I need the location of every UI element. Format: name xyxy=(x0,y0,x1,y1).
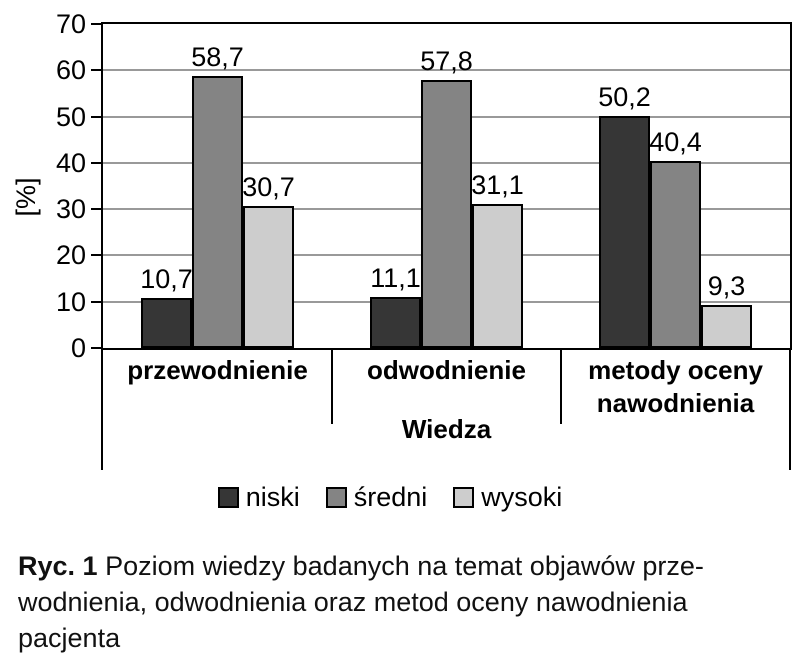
y-axis-tick xyxy=(91,23,103,25)
legend-item xyxy=(326,482,428,512)
y-axis-tick xyxy=(91,69,103,71)
bar-value-label: 30,7 xyxy=(242,171,295,202)
caption-number: Ryc. 1 xyxy=(18,551,98,581)
legend-label: wysoki xyxy=(481,482,563,512)
bar-value-label: 11,1 xyxy=(370,262,421,293)
y-axis-tick-label: 60 xyxy=(55,55,86,86)
bar-value-label: 50,2 xyxy=(598,81,651,112)
caption-line-2: wodnienia, odwodnienia oraz metod oceny nawodnienia xyxy=(18,587,688,617)
y-axis-title: [%] xyxy=(11,177,41,217)
bar xyxy=(421,80,472,348)
x-axis-category-label: przewodnienie xyxy=(127,355,308,385)
y-axis-tick xyxy=(91,162,103,164)
bar xyxy=(701,305,752,348)
x-axis-category-label: metody oceny nawodnienia xyxy=(588,355,763,418)
legend-label: niski xyxy=(245,482,300,512)
bar-value-label: 40,4 xyxy=(649,127,702,157)
y-axis-tick xyxy=(91,208,103,210)
y-axis-tick xyxy=(91,254,103,256)
y-axis-tick-label: 30 xyxy=(55,194,86,225)
bar-value-label: 9,3 xyxy=(707,270,746,301)
caption-line-1: Poziom wiedzy badanych na temat objawów prze- xyxy=(105,551,704,581)
y-axis-tick-label: 10 xyxy=(55,286,86,317)
y-axis-tick xyxy=(91,301,103,303)
bar-value-label: 10,7 xyxy=(140,264,193,295)
legend-item xyxy=(453,482,562,512)
bar xyxy=(650,161,701,348)
y-axis-tick-label: 70 xyxy=(55,9,86,39)
bar xyxy=(243,206,294,348)
bar-value-label: 31,1 xyxy=(471,170,524,201)
bar xyxy=(472,204,523,348)
legend-marker xyxy=(218,487,239,508)
y-axis-tick-label: 40 xyxy=(55,147,86,178)
y-axis-tick-label: 20 xyxy=(55,240,86,271)
legend-marker xyxy=(453,487,474,508)
y-axis-tick-label: 50 xyxy=(55,101,86,132)
legend-marker xyxy=(326,487,347,508)
figure-caption xyxy=(18,548,790,656)
y-axis-tick-label: 0 xyxy=(70,333,86,363)
x-axis-group-title: Wiedza xyxy=(401,414,492,444)
y-axis-tick xyxy=(91,347,103,349)
legend-item xyxy=(218,482,300,512)
bar xyxy=(370,297,421,348)
bar-value-label: 57,8 xyxy=(420,46,473,77)
chart-legend xyxy=(0,481,780,513)
bar xyxy=(192,76,243,348)
bar-value-label: 58,7 xyxy=(191,42,244,73)
legend-label: średni xyxy=(353,482,428,512)
caption-line-3: pacjenta xyxy=(18,623,121,653)
x-axis-category-label: odwodnienie xyxy=(367,355,526,385)
bar xyxy=(141,298,192,348)
y-axis-tick xyxy=(91,116,103,118)
